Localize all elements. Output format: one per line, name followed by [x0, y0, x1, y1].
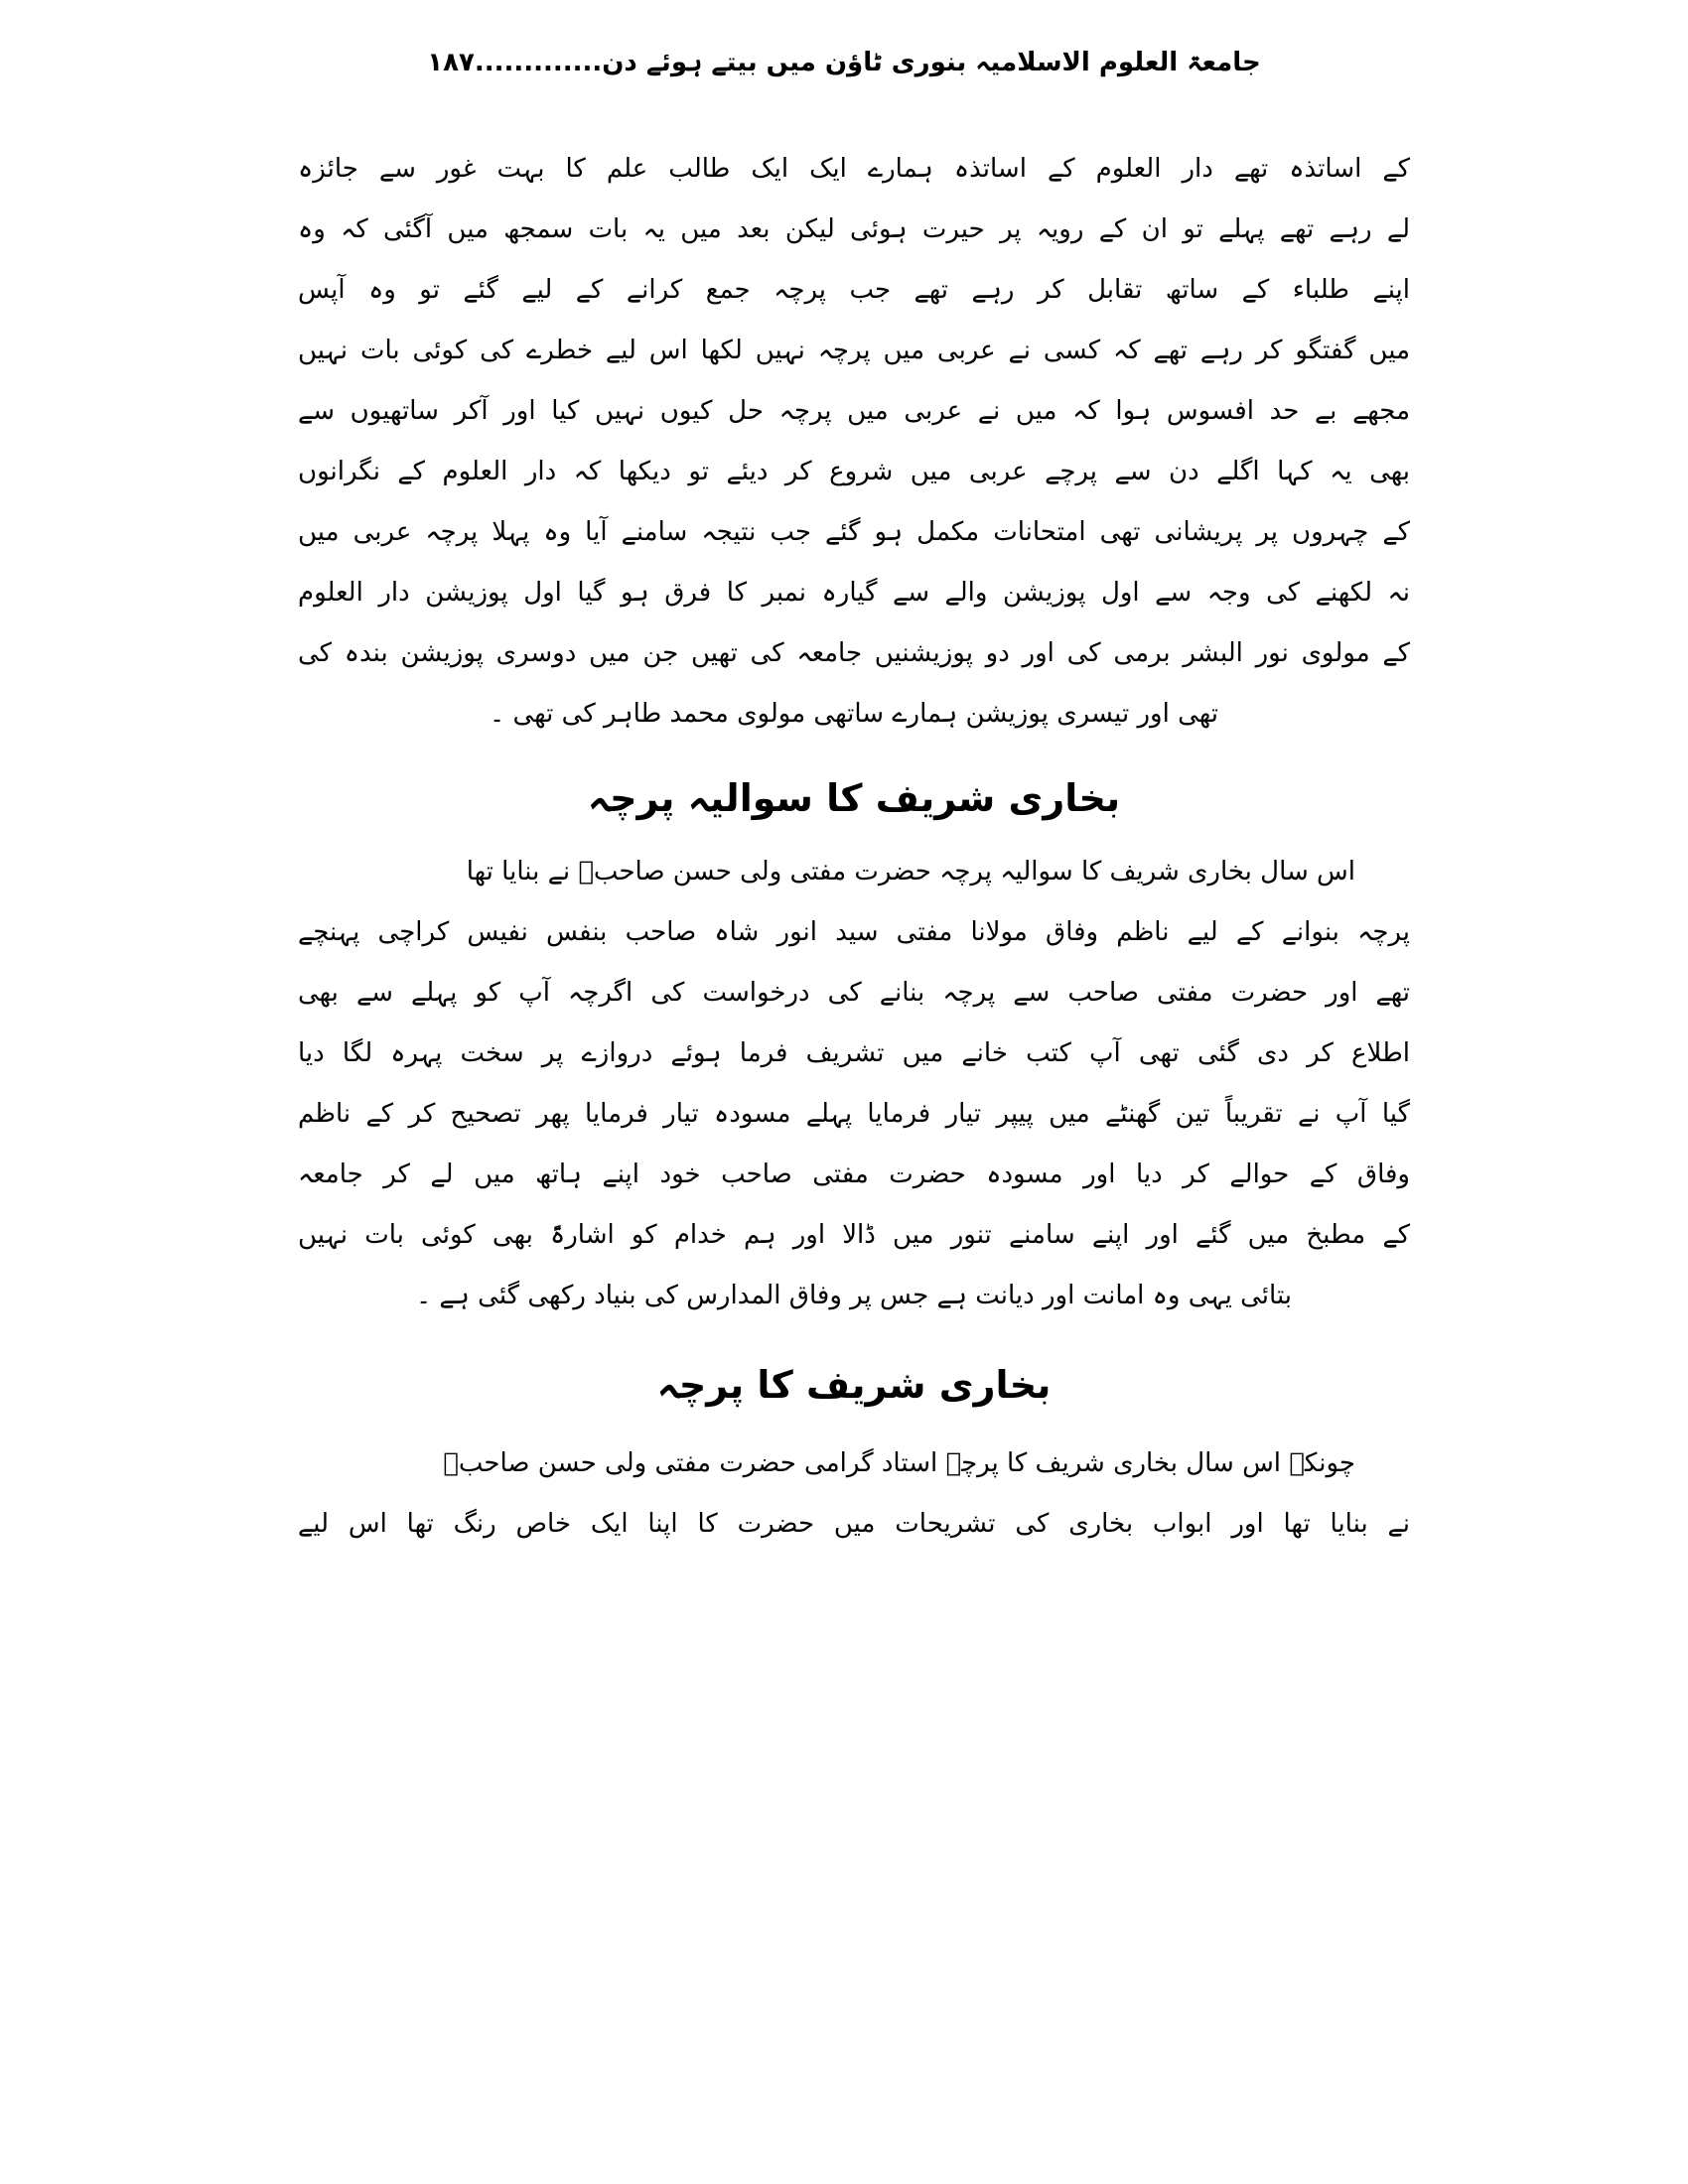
text-line: اطلاع کر دی گئی تھی آپ کتب خانے میں تشریف فرما ہوئے دروازے پر سخت پہرہ لگا دیا [298, 1038, 1410, 1068]
text-line: مجھے بے حد افسوس ہوا کہ میں نے عربی میں پرچہ حل کیوں نہیں کیا اور آکر ساتھیوں سے [298, 396, 1410, 426]
header-leader-dots: ............. [474, 48, 603, 77]
text-line: نہ لکھنے کی وجہ سے اول پوزیشن والے سے گیارہ نمبر کا فرق ہو گیا اول پوزیشن دار العلوم [298, 578, 1410, 608]
article-body [298, 139, 1410, 1555]
text-line: کے مولوی نور البشر برمی کی اور دو پوزیشنیں جامعہ کی تھیں جن میں دوسری پوزیشن بندہ کی [298, 638, 1410, 668]
header-title: جامعۃ العلوم الاسلامیہ بنوری ٹاؤن میں بیتے ہوئے دن [602, 48, 1261, 77]
text-line: بتائی یہی وہ امانت اور دیانت ہے جس پر وفاق المدارس کی بنیاد رکھی گئی ہے ۔ [415, 1281, 1293, 1310]
text-line: تھے اور حضرت مفتی صاحب سے پرچہ بنانے کی درخواست کی اگرچہ آپ کو پہلے سے بھی [298, 978, 1410, 1008]
text-line: چونکہ اس سال بخاری شریف کا پرچہ استاد گرامی حضرت مفتی ولی حسن صاحبؒ [443, 1448, 1355, 1478]
paragraph-3 [298, 1433, 1410, 1555]
text-line: نے بنایا تھا اور ابواب بخاری کی تشریحات میں حضرت کا اپنا ایک خاص رنگ تھا اس لیے [298, 1509, 1410, 1539]
running-header [0, 38, 1688, 87]
text-line: کے مطبخ میں گئے اور اپنے سامنے تنور میں ڈالا اور ہم خدام کو اشارۃً بھی کوئی بات نہیں [298, 1220, 1410, 1250]
section-heading-bukhari-parcha: بخاری شریف کا پرچہ [656, 1363, 1052, 1407]
text-line: کے اساتذہ تھے دار العلوم کے اساتذہ ہمارے ایک ایک طالب علم کا بہت غور سے جائزہ [298, 154, 1410, 184]
text-line: پرچہ بنوانے کے لیے ناظم وفاق مولانا مفتی سید انور شاہ صاحب بنفس نفیس کراچی پہنچے [298, 917, 1410, 947]
text-line: اپنے طلباء کے ساتھ تقابل کر رہے تھے جب پرچہ جمع کرانے کے لیے گئے تو وہ آپس [298, 275, 1410, 305]
text-line: وفاق کے حوالے کر دیا اور مسودہ حضرت مفتی صاحب خود اپنے ہاتھ میں لے کر جامعہ [298, 1160, 1410, 1189]
text-line: اس سال بخاری شریف کا سوالیہ پرچہ حضرت مفتی ولی حسن صاحبؒ نے بنایا تھا [466, 857, 1355, 887]
section-heading-sawalia-parcha: بخاری شریف کا سوالیہ پرچہ [587, 776, 1121, 820]
text-line: گیا آپ نے تقریباً تین گھنٹے میں پیپر تیار فرمایا پہلے مسودہ تیار فرمایا پھر تصحیح کر کے ناظم [298, 1099, 1410, 1129]
paragraph-1 [298, 139, 1410, 745]
text-line: تھی اور تیسری پوزیشن ہمارے ساتھی مولوی محمد طاہر کی تھی ۔ [490, 699, 1218, 729]
header-page-number: ۱۸۷ [427, 48, 475, 77]
text-line: لے رہے تھے پہلے تو ان کے رویہ پر حیرت ہوئی لیکن بعد میں یہ بات سمجھ میں آگئی کہ وہ [298, 214, 1410, 244]
text-line: کے چہروں پر پریشانی تھی امتحانات مکمل ہو گئے جب نتیجہ سامنے آیا وہ پہلا پرچہ عربی میں [298, 517, 1410, 547]
text-line: میں گفتگو کر رہے تھے کہ کسی نے عربی میں پرچہ نہیں لکھا اس لیے خطرے کی کوئی بات نہیں [298, 336, 1410, 365]
text-line: بھی یہ کہا اگلے دن سے پرچے عربی میں شروع کر دیئے تو دیکھا کہ دار العلوم کے نگرانوں [298, 457, 1410, 486]
paragraph-2 [298, 842, 1410, 1326]
